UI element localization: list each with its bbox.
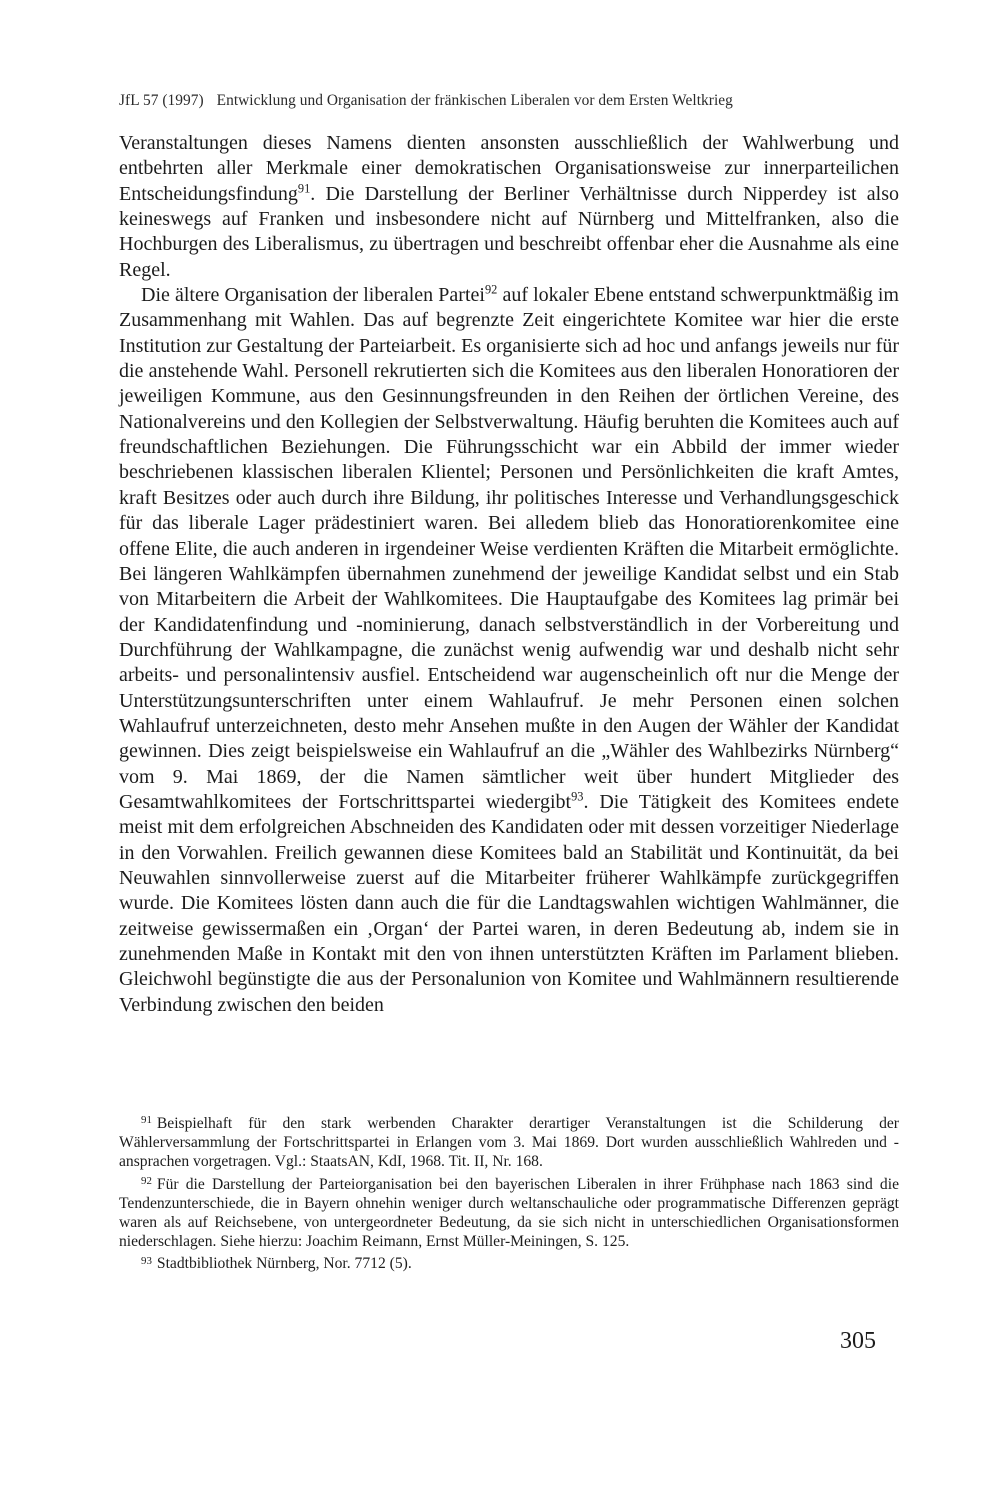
paragraph-2-text-a: Die ältere Organisation der liberalen Partei [141, 284, 485, 307]
footnote-91 [119, 1114, 899, 1172]
running-header [119, 92, 899, 110]
footnote-text: Stadtbibliothek Nürnberg, Nor. 7712 (5). [156, 1255, 412, 1273]
footnote-text: Für die Darstellung der Parteiorganisation bei den bayerischen Liberalen in ihrer Frühphase nach 1863 sind die Tendenzunterschiede, die in Bayern ohnehin weniger durch weltanschauliche oder programmatische Differenzen geprägt waren als auf Reichsebene, von untergeordneter Bedeutung, da sie sich nicht in unterschiedlichen Organisationsformen niederschlagen. Siehe hierzu: Joachim Reimann, Ernst Müller-Meiningen, S. 125. [119, 1175, 899, 1251]
footnote-text: Beispielhaft für den stark werbenden Charakter derartiger Veranstaltungen ist die Schilderung der Wählerversammlung der Fortschrittspartei in Erlangen vom 3. Mai 1869. Dort wurden ausschließlich Wahlreden und -ansprachen vorgetragen. Vgl.: StaatsAN, KdI, 1968. Tit. II, Nr. 168. [119, 1115, 899, 1171]
journal-reference: JfL 57 (1997) [119, 92, 204, 109]
footnote-92 [119, 1175, 899, 1252]
footnote-number: 92 [141, 1174, 152, 1187]
paragraph-1-text-a: Veranstaltungen dieses Namens dienten ansonsten ausschließlich der Wahlwerbung und entbehrten aller Merkmale einer demokratischen Organisationsweise zur innerparteilichen Entscheidungsfindung [119, 132, 899, 205]
paragraph-1 [119, 131, 899, 283]
footnote-number: 93 [141, 1254, 152, 1267]
main-text [119, 131, 899, 1018]
footnote-93 [119, 1254, 899, 1273]
footnotes [119, 1114, 899, 1277]
running-title: Entwicklung und Organisation der fränkischen Liberalen vor dem Ersten Weltkrieg [216, 92, 733, 109]
page-number: 305 [840, 1328, 876, 1354]
footnote-number: 91 [141, 1114, 152, 1127]
paragraph-2-text-b: auf lokaler Ebene entstand schwerpunktmäßig im Zusammenhang mit Wahlen. Das auf begrenzte Zeit eingerichtete Komitee war hier die erste Institution zur Gestaltung der Parteiarbeit. Es organisierte sich ad hoc und anfangs jeweils nur für die anstehende Wahl. Personell rekrutierten sich die Komitees aus den liberalen Honoratioren der jeweiligen Kommune, aus den Gesinnungsfreunden in den Reihen der örtlichen Vereine, des Nationalvereins und den Kollegien der Selbstverwaltung. Häufig beruhten die Komitees auch auf freundschaftlichen Beziehungen. Die Führungsschicht war ein Abbild der immer wieder beschriebenen klassischen liberalen Klientel; Personen und Persönlichkeiten die kraft Amtes, kraft Besitzes oder auch durch ihre Bildung, ihr politisches Interesse und Verhandlungsgeschick für das liberale Lager prädestiniert waren. Bei alledem blieb das Honoratiorenkomitee eine offene Elite, die auch anderen in irgendeiner Weise verdienten Kräften die Mitarbeit ermöglichte. Bei längeren Wahlkämpfen übernahmen zunehmend der jeweilige Kandidat selbst und ein Stab von Mitarbeitern die Arbeit der Wahlkomitees. Die Hauptaufgabe des Komitees lag primär bei der Kandidatenfindung und -nominierung, danach selbstverständlich in der Vorbereitung und Durchführung der Wahlkampagne, die zunächst wenig aufwendig war und deshalb nicht sehr arbeits- und personalintensiv ausfiel. Entscheidend war augenscheinlich oft nur die Menge der Unterstützungsunterschriften unter einem Wahlaufruf. Je mehr Personen einen solchen Wahlaufruf unterzeichneten, desto mehr Ansehen mußte in den Augen der Wähler der Kandidat gewinnen. Dies zeigt beispielsweise ein Wahlaufruf an die „Wähler des Wahlbezirks Nürnberg“ vom 9. Mai 1869, der die Namen sämtlicher weit über hundert Mitglieder des Gesamtwahlkomitees der Fortschrittspartei wiedergibt [119, 284, 899, 813]
footnote-ref-92[interactable]: 92 [484, 282, 498, 297]
paragraph-1-text-b: . Die Darstellung der Berliner Verhältnisse durch Nipperdey ist also keineswegs auf Franken und insbesondere nicht auf Nürnberg und Mittelfranken, also die Hochburgen des Liberalismus, zu übertragen und beschreibt offenbar eher die Ausnahme als eine Regel. [119, 182, 899, 281]
footnote-ref-91[interactable]: 91 [297, 181, 311, 196]
footnote-ref-93[interactable]: 93 [571, 789, 584, 804]
paragraph-2-text-c: . Die Tätigkeit des Komitees endete meist mit dem erfolgreichen Abschneiden des Kandidaten oder mit dessen vorzeitiger Niederlage in den Vorwahlen. Freilich gewannen diese Komitees bald an Stabilität und Kontinuität, da bei Neuwahlen sinnvollerweise zuerst auf die Mitarbeiter früherer Wahlkämpfe zurückgegriffen wurde. Die Komitees lösten dann auch die für die Landtagswahlen wichtigen Wahlmänner, die zeitweise gewissermaßen ein ‚Organ‘ der Partei waren, in deren Bedeutung ab, indem sie in zunehmenden Maße in Kontakt mit den von ihnen unterstützten Kräften im Parlament blieben. Gleichwohl begünstigte die aus der Personalunion von Komitee und Wahlmännern resultierende Verbindung zwischen den beiden [119, 790, 899, 1016]
paragraph-2 [119, 283, 899, 1018]
